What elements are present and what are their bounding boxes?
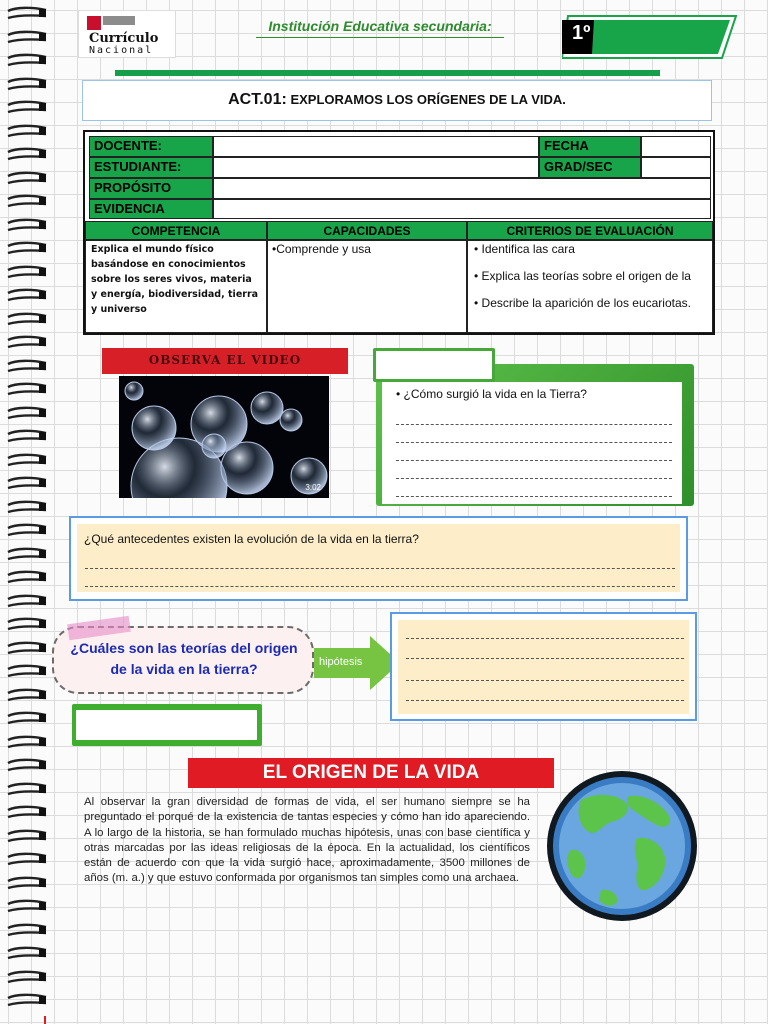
institution-label: Institución Educativa secundaria: xyxy=(268,18,492,34)
spiral-ring xyxy=(6,852,48,868)
spiral-ring xyxy=(6,359,48,375)
spiral-ring xyxy=(6,805,48,821)
spiral-ring xyxy=(6,241,48,257)
peru-flag-icon xyxy=(87,16,101,30)
question1-text: • ¿Cómo surgió la vida en la Tierra? xyxy=(396,387,587,401)
answer-line[interactable] xyxy=(406,658,684,659)
answer-line[interactable] xyxy=(396,442,672,443)
spiral-ring xyxy=(6,664,48,680)
header-competencia: COMPETENCIA xyxy=(85,221,267,240)
activity-title xyxy=(83,91,711,109)
spiral-ring xyxy=(6,476,48,492)
spiral-ring xyxy=(6,288,48,304)
video-duration: 3:02 xyxy=(305,483,321,492)
activity-code: ACT.01: xyxy=(228,91,287,108)
question2-inner xyxy=(77,524,680,592)
question2-box xyxy=(69,516,688,601)
spiral-ring xyxy=(6,876,48,892)
proposito-label: PROPÓSITO xyxy=(89,178,213,199)
spiral-ring xyxy=(6,688,48,704)
activity-name: EXPLORAMOS LOS ORÍGENES DE LA VIDA. xyxy=(290,92,566,107)
grade-badge xyxy=(562,14,738,60)
spiral-ring xyxy=(6,970,48,986)
question3-answer-inner xyxy=(398,620,689,714)
curriculo-nacional-logo xyxy=(78,10,176,58)
bubbles-thumbnail xyxy=(119,376,329,498)
spiral-ring xyxy=(6,100,48,116)
logo-line2: Nacional xyxy=(89,45,154,56)
observa-video-label: OBSERVA EL VIDEO xyxy=(148,353,302,367)
spiral-ring xyxy=(6,30,48,46)
evidencia-label: EVIDENCIA xyxy=(89,199,213,219)
spiral-ring xyxy=(6,77,48,93)
answer-line[interactable] xyxy=(406,700,684,701)
competencia-cell: Explica el mundo físico basándose en conocimientos sobre los seres vivos, materia y energía, biodiversidad, tierra y universo xyxy=(85,240,267,333)
docente-label: DOCENTE: xyxy=(89,136,213,157)
answer-line[interactable] xyxy=(396,478,672,479)
ministry-tag xyxy=(103,16,135,25)
spiral-ring xyxy=(6,946,48,962)
hypothesis-arrow xyxy=(314,636,400,690)
spiral-ring xyxy=(6,641,48,657)
answer-line[interactable] xyxy=(396,460,672,461)
estudiante-label: ESTUDIANTE: xyxy=(89,157,213,178)
info-table xyxy=(83,130,715,335)
institution-underline xyxy=(256,37,504,38)
question1-inner xyxy=(382,382,682,504)
spiral-ring xyxy=(6,899,48,915)
answer-line[interactable] xyxy=(406,680,684,681)
spiral-ring xyxy=(6,335,48,351)
gradsec-label: GRAD/SEC xyxy=(539,157,641,178)
red-margin-mark xyxy=(44,1016,46,1024)
answer-line[interactable] xyxy=(85,568,675,569)
spiral-ring xyxy=(6,218,48,234)
answer-line[interactable] xyxy=(396,496,672,497)
criterio-item: • Describe la aparición de los eucariotas. xyxy=(474,296,691,310)
docente-field[interactable] xyxy=(213,136,539,157)
origin-title: EL ORIGEN DE LA VIDA xyxy=(262,762,480,783)
spiral-ring xyxy=(6,500,48,516)
answer-line[interactable] xyxy=(406,638,684,639)
spiral-ring xyxy=(6,782,48,798)
spiral-ring xyxy=(6,758,48,774)
gradsec-field[interactable] xyxy=(641,157,711,178)
spiral-ring xyxy=(6,570,48,586)
video-player[interactable] xyxy=(119,376,329,498)
spiral-ring xyxy=(6,829,48,845)
spiral-ring xyxy=(6,993,48,1009)
spiral-ring xyxy=(6,124,48,140)
spiral-ring xyxy=(6,547,48,563)
spiral-ring xyxy=(6,735,48,751)
spiral-ring xyxy=(6,523,48,539)
spiral-ring xyxy=(6,429,48,445)
spiral-ring xyxy=(6,923,48,939)
hypothesis-label: hipótesis xyxy=(319,656,363,668)
estudiante-field[interactable] xyxy=(213,157,539,178)
proposito-field[interactable] xyxy=(213,178,711,199)
spiral-ring xyxy=(6,453,48,469)
spiral-ring xyxy=(6,711,48,727)
spiral-binding xyxy=(2,0,52,1024)
spiral-ring xyxy=(6,265,48,281)
spiral-ring xyxy=(6,147,48,163)
spiral-ring xyxy=(6,6,48,22)
green-divider xyxy=(115,70,660,76)
observa-video-ribbon xyxy=(102,348,348,374)
logo-line1: Currículo xyxy=(89,31,159,46)
activity-title-box xyxy=(82,80,712,121)
spiral-ring xyxy=(6,617,48,633)
question1-box xyxy=(376,364,694,506)
spiral-ring xyxy=(6,406,48,422)
answer-line[interactable] xyxy=(396,424,672,425)
green-answer-box xyxy=(72,704,262,746)
spiral-ring xyxy=(6,53,48,69)
spiral-ring xyxy=(6,194,48,210)
spiral-ring xyxy=(6,171,48,187)
header-capacidades: CAPACIDADES xyxy=(267,221,467,240)
answer-line[interactable] xyxy=(85,586,675,587)
capacidad-cell: •Comprende y usa xyxy=(267,240,467,333)
spiral-ring xyxy=(6,382,48,398)
criterio-item: • Identifica las cara xyxy=(474,242,575,256)
fecha-field[interactable] xyxy=(641,136,711,157)
green-answer-field[interactable] xyxy=(76,710,257,740)
question3-answer-box xyxy=(390,612,697,721)
criterio-item: • Explica las teorías sobre el origen de la xyxy=(474,269,691,283)
fecha-label: FECHA xyxy=(539,136,641,157)
question2-text: ¿Qué antecedentes existen la evolución de la vida en la tierra? xyxy=(84,532,419,546)
origin-ribbon xyxy=(188,758,554,788)
question1-tab xyxy=(373,348,495,382)
evidencia-field[interactable] xyxy=(213,199,711,219)
spiral-ring xyxy=(6,594,48,610)
earth-globe-icon xyxy=(541,770,704,923)
question3-text: ¿Cuáles son las teorías del origen de la vida en la tierra? xyxy=(70,640,298,677)
grade-text: 1º xyxy=(572,22,591,44)
header-criterios: CRITERIOS DE EVALUACIÓN xyxy=(467,221,713,240)
origin-paragraph: Al observar la gran diversidad de formas de vida, el ser humano siempre se ha preguntado el porqué de la existencia de tantas especies y cómo han ido apareciendo. A lo largo de la historia, se han formulado muchas hipótesis, unas con base científica y otras marcadas por las ideas religiosas de la época. En la actualidad, los científicos están de acuerdo con que la vida surgió hace, aproximadamente, 3500 millones de años (m. a.) y que estuvo conformada por organismos tan simples como una archaea. xyxy=(84,796,530,885)
criterios-cell xyxy=(467,240,713,333)
spiral-ring xyxy=(6,312,48,328)
